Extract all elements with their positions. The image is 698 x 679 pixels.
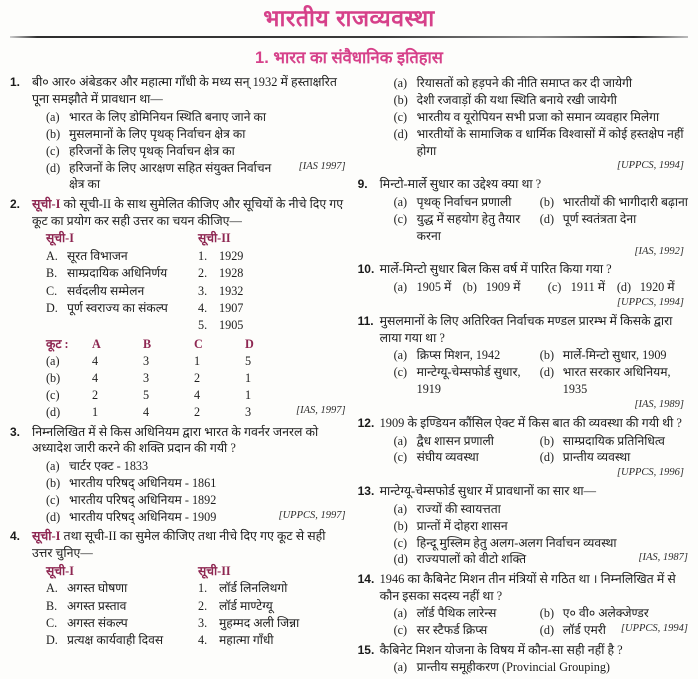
option-c[interactable] — [380, 364, 534, 398]
code-col-a: A — [92, 336, 101, 351]
left-column — [10, 74, 346, 678]
option-d[interactable] — [534, 622, 688, 639]
list2-item: मुहम्मद अली जिन्ना — [219, 616, 300, 630]
option-label: (c) — [393, 365, 408, 380]
option-c[interactable] — [380, 622, 534, 639]
question-number: 9. — [357, 177, 368, 192]
code-cell: 1 — [245, 387, 252, 402]
option-label: (d) — [539, 365, 555, 380]
code-row[interactable] — [46, 404, 346, 421]
option-label: (d) — [539, 211, 555, 226]
option-c[interactable] — [380, 109, 688, 126]
list1-item: प्रत्यक्ष कार्यवाही दिवस — [67, 633, 164, 648]
code-cell: 2 — [194, 370, 201, 385]
option-d[interactable] — [380, 126, 688, 160]
question-2 — [10, 196, 346, 421]
question-number: 14. — [357, 571, 375, 586]
option-label: (a) — [393, 76, 408, 91]
option-d[interactable] — [380, 551, 688, 568]
list2-key: 4. — [198, 633, 208, 648]
code-header-row — [46, 336, 346, 353]
option-label: (d) — [539, 450, 555, 465]
option-text: भारतीयों के सामाजिक व धार्मिक विश्वासों में कोई हस्तक्षेप नहीं होगा — [416, 126, 684, 158]
question-4 — [10, 528, 346, 650]
option-d[interactable] — [32, 160, 346, 194]
code-col-b: B — [143, 336, 152, 351]
option-label: (a) — [393, 195, 408, 210]
option-text: सर स्टैफर्ड क्रिप्स — [416, 623, 488, 638]
list1-key: D. — [46, 300, 58, 315]
code-cell: 1 — [245, 370, 252, 385]
option-label: (d) — [46, 160, 61, 175]
list1-key: A. — [46, 248, 58, 263]
option-text: पृथक् निर्वाचन प्रणाली — [416, 195, 512, 210]
question-text: मिन्टो-मार्ले सुधार का उद्देश्य क्या था ? — [379, 177, 542, 192]
option-a[interactable] — [380, 501, 688, 518]
exam-citation: [IAS, 1992] — [634, 245, 684, 257]
chapter-title: 1. भारत का संवैधानिक इतिहास — [255, 49, 443, 68]
code-row[interactable] — [46, 370, 346, 387]
list2-key: 1. — [198, 248, 208, 263]
question-9 — [358, 176, 688, 259]
option-a[interactable] — [32, 109, 346, 126]
option-d[interactable] — [534, 364, 688, 398]
code-row[interactable] — [46, 387, 346, 404]
list2-item: 1907 — [219, 300, 244, 315]
list2-key: 3. — [198, 283, 208, 298]
list1-item: अगस्त प्रस्ताव — [67, 598, 127, 613]
option-list — [380, 279, 688, 296]
option-text: प्रान्तों में दोहरा शासन — [416, 518, 508, 533]
option-label: (d) — [616, 280, 632, 295]
question-number: 15. — [357, 642, 375, 657]
match-row — [46, 615, 346, 632]
list1-key: D. — [46, 633, 58, 648]
exam-citation: [IAS, 1987] — [638, 552, 688, 564]
option-text: भारतीय परिषद् अधिनियम - 1861 — [69, 476, 217, 491]
question-12 — [358, 415, 688, 481]
match-row — [46, 317, 346, 334]
option-d[interactable] — [534, 449, 688, 466]
option-text: 1905 में — [416, 280, 452, 295]
question-text — [32, 196, 346, 230]
option-b[interactable] — [32, 475, 346, 492]
question-text — [32, 528, 346, 562]
code-col-d: D — [245, 336, 254, 351]
question-text-rest: को सूची-II के साथ सुमेलित कीजिए और सूचियों के नीचे दिए गए कूट का प्रयोग कर सही उत्तर का चयन कीजिए— — [32, 196, 344, 228]
option-text: प्रान्तीय व्यवस्था — [562, 450, 631, 465]
option-label: (d) — [393, 552, 408, 567]
code-cell: 1 — [194, 353, 201, 368]
option-text: भारतीयों की भागीदारी बढ़ाना — [562, 195, 688, 210]
option-label: (c) — [393, 535, 408, 550]
option-label: (c) — [393, 623, 408, 638]
option-label: (a) — [393, 280, 408, 295]
match-lists — [32, 563, 346, 650]
exam-citation: [UPPCS, 1994] — [620, 623, 688, 635]
list1-item: पूर्ण स्वराज्य का संकल्प — [67, 300, 168, 315]
question-14 — [358, 571, 688, 639]
option-a[interactable] — [380, 279, 457, 296]
list-headers — [46, 563, 346, 581]
question-number: 4. — [10, 529, 21, 544]
option-c[interactable] — [380, 449, 534, 466]
option-text: लॉर्ड पैथिक लारेन्स — [416, 606, 497, 621]
option-list — [380, 501, 688, 568]
question-number: 3. — [10, 424, 21, 439]
option-text: भारत के लिए डोमिनियन स्थिति बनाए जाने का — [69, 110, 267, 125]
list2-item: महात्मा गाँधी — [219, 633, 274, 648]
option-list — [32, 109, 346, 193]
option-text: 1909 में — [485, 280, 521, 295]
option-text: रियासतों को हड़पने की नीति समाप्त कर दी जायेगी — [416, 76, 633, 91]
option-text: भारतीय परिषद् अधिनियम - 1892 — [69, 492, 217, 507]
option-label: (c) — [393, 450, 408, 465]
option-a[interactable] — [380, 75, 688, 92]
code-cell: 3 — [143, 353, 150, 368]
question-text: मान्टेग्यू-चेम्सफोर्ड सुधार में प्रावधानों का सार था— — [379, 484, 597, 499]
code-table — [32, 336, 346, 421]
exam-citation: [UPPCS, 1997] — [278, 509, 346, 521]
question-text: 1946 का कैबिनेट मिशन तीन मंत्रियों से गठित था । निम्नलिखित में से कौन इसका सदस्य नहीं था ? — [379, 571, 676, 603]
list2-key: 3. — [198, 616, 208, 630]
exam-citation: [UPPCS, 1994] — [616, 160, 684, 172]
list1-item: सर्वदलीय सम्मेलन — [67, 283, 145, 298]
match-row — [46, 598, 346, 615]
list1-item: सूरत विभाजन — [67, 248, 128, 263]
book-title: भारतीय राजव्यवस्था — [263, 5, 435, 31]
exam-citation: [UPPCS, 1996] — [616, 467, 684, 479]
option-text: पूर्ण स्वतंत्रता देना — [562, 211, 637, 226]
option-text: लॉर्ड एमरी — [562, 623, 606, 638]
list1-inline-label: सूची-I — [32, 529, 61, 544]
option-text: राज्यों की स्वायत्तता — [416, 501, 501, 516]
option-d[interactable] — [534, 211, 688, 245]
question-1 — [10, 74, 346, 193]
option-text: भारत सरकार अधिनियम, 1935 — [562, 365, 671, 397]
code-row[interactable] — [46, 353, 346, 370]
option-text: हिन्दू मुस्लिम हेतु अलग-अलग निर्वाचन व्यवस्था — [416, 535, 617, 550]
question-text: 1909 के इण्डियन कौंसिल ऐक्ट में किस बात की व्यवस्था की गयी थी ? — [379, 415, 682, 430]
code-cell: 1 — [92, 404, 99, 419]
option-text: राज्यपालों को वीटो शक्ति — [416, 552, 527, 567]
list2-key: 2. — [198, 266, 208, 281]
option-text: युद्ध में सहयोग हेतु तैयार करना — [416, 211, 521, 243]
question-10 — [358, 261, 688, 310]
option-label: (d) — [539, 623, 555, 638]
option-b[interactable] — [534, 605, 688, 622]
question-number-placeholder — [358, 74, 380, 173]
option-c[interactable] — [380, 535, 688, 552]
question-3 — [10, 424, 346, 526]
list1-item: साम्प्रदायिक अधिनिर्णय — [67, 266, 168, 281]
list2-item: 1929 — [219, 248, 244, 263]
option-text: देशी रजवाड़ों की यथा स्थिति बनाये रखी जायेगी — [416, 93, 617, 108]
option-label: (b) — [539, 433, 555, 448]
option-label: (b) — [46, 476, 61, 491]
list2-key: 4. — [198, 300, 208, 315]
option-b[interactable] — [380, 518, 688, 535]
match-row — [46, 580, 346, 597]
question-number: 2. — [10, 196, 21, 211]
list1-inline-label: सूची-I — [32, 196, 61, 211]
option-text: 1911 में — [570, 280, 606, 295]
option-c[interactable] — [534, 279, 611, 296]
code-cell: 2 — [92, 387, 99, 402]
question-8-continued — [358, 74, 688, 173]
option-text: संघीय व्यवस्था — [416, 450, 479, 465]
option-list — [380, 75, 688, 159]
question-text: बी० आर० अंबेडकर और महात्मा गाँधी के मध्य सन् 1932 में हस्ताक्षरित पूना समझौते में प्रावधान था— — [32, 75, 337, 107]
match-row — [46, 632, 346, 649]
match-row — [46, 248, 346, 265]
code-row-label: (a) — [46, 353, 60, 368]
code-cell: 4 — [143, 404, 150, 419]
question-text-rest: तथा सूची-II का सुमेल कीजिए तथा नीचे दिए गए कूट से सही उत्तर चुनिए— — [32, 529, 326, 560]
code-cell: 5 — [143, 387, 150, 402]
match-row — [46, 283, 346, 300]
question-text: कैबिनेट मिशन योजना के विषय में कौन-सा सही नहीं है ? — [379, 642, 623, 657]
option-text: मुसलमानों के लिए पृथक् निर्वाचन क्षेत्र का — [69, 126, 246, 141]
option-text: भारतीय परिषद् अधिनियम - 1909 — [69, 509, 217, 524]
list1-key: C. — [46, 283, 58, 298]
code-row-label: (c) — [46, 387, 60, 402]
list1-key: B. — [46, 266, 58, 281]
list1-item: अगस्त घोषणा — [67, 581, 128, 596]
option-a[interactable] — [380, 194, 534, 211]
list2-item: 1932 — [219, 283, 244, 298]
exam-citation: [IAS 1997] — [298, 160, 346, 172]
option-text: चार्टर एक्ट - 1833 — [69, 459, 149, 474]
code-cell: 4 — [92, 370, 99, 385]
option-text: प्रान्तीय समूहीकरण (Provincial Grouping) — [416, 660, 610, 675]
match-row — [46, 265, 346, 282]
option-c[interactable] — [32, 492, 346, 509]
question-number: 1. — [10, 75, 21, 90]
match-row — [46, 300, 346, 317]
option-label: (c) — [46, 143, 60, 158]
option-label: (c) — [547, 280, 562, 295]
option-label: (a) — [393, 606, 408, 621]
exam-citation: [IAS, 1989] — [634, 398, 684, 410]
list1-key: A. — [46, 581, 58, 596]
option-a[interactable] — [380, 605, 534, 622]
option-b[interactable] — [457, 279, 534, 296]
list2-header: सूची-II — [198, 231, 231, 246]
code-cell: 5 — [245, 353, 252, 368]
list2-item: 1928 — [219, 266, 244, 281]
list2-header: सूची-II — [198, 563, 231, 578]
option-list — [32, 458, 346, 525]
option-text: द्वैध शासन प्रणाली — [416, 433, 494, 448]
option-label: (b) — [393, 518, 408, 533]
option-label: (b) — [539, 348, 555, 363]
list1-item: अगस्त संकल्प — [67, 616, 128, 630]
option-label: (b) — [46, 126, 61, 141]
option-a[interactable] — [32, 458, 346, 475]
code-cell: 4 — [92, 353, 99, 368]
option-c[interactable] — [32, 143, 346, 160]
option-label: (b) — [539, 195, 555, 210]
right-column — [358, 74, 688, 678]
option-label: (b) — [462, 280, 477, 295]
option-text: ए० वी० अलेक्जेण्डर — [562, 606, 649, 621]
code-row-label: (b) — [46, 370, 61, 385]
option-a[interactable] — [380, 347, 534, 364]
option-b[interactable] — [534, 433, 688, 450]
option-label: (a) — [46, 459, 60, 474]
option-label: (b) — [393, 93, 408, 108]
option-label: (c) — [393, 109, 408, 124]
option-text: 1920 में — [639, 280, 675, 295]
question-text: मुसलमानों के लिए अतिरिक्त निर्वाचक मण्डल प्रारम्भ में किसके द्वारा लाया गया था ? — [379, 313, 673, 345]
option-label: (a) — [393, 433, 408, 448]
option-b[interactable] — [32, 126, 346, 143]
option-label: (a) — [393, 660, 408, 675]
option-text: साम्प्रदायिक प्रतिनिधित्व — [562, 433, 665, 448]
option-a[interactable] — [380, 433, 534, 450]
option-text: हरिजनों के लिए पृथक् निर्वाचन क्षेत्र का — [69, 143, 235, 158]
option-list — [380, 347, 688, 397]
option-b[interactable] — [534, 194, 688, 211]
option-list — [380, 194, 688, 244]
code-cell: 3 — [245, 404, 252, 419]
question-number: 11. — [357, 313, 374, 328]
option-d[interactable] — [32, 509, 346, 526]
option-label: (a) — [393, 501, 408, 516]
list1-key: B. — [46, 598, 58, 613]
option-label: (c) — [46, 492, 60, 507]
question-number: 13. — [357, 484, 375, 499]
list1-header: सूची-I — [46, 563, 74, 578]
question-text: निम्नलिखित में से किस अधिनियम द्वारा भारत के गवर्नर जनरल को अध्यादेश जारी करने की शक्ति प्रदान की गयी ? — [32, 424, 319, 456]
option-text: भारतीय व यूरोपियन सभी प्रजा को समान व्यवहार मिलेगा — [416, 109, 660, 124]
list2-key: 5. — [198, 318, 208, 333]
two-column-body — [8, 72, 690, 678]
option-label: (a) — [46, 110, 60, 125]
option-c[interactable] — [380, 211, 534, 245]
list1-key: C. — [46, 616, 58, 630]
code-cell: 4 — [194, 387, 201, 402]
code-row-label: (d) — [46, 404, 61, 419]
question-11 — [358, 313, 688, 412]
option-label: (a) — [393, 348, 408, 363]
code-col-c: C — [194, 336, 203, 351]
list2-item: लॉर्ड लिनलिथगो — [219, 581, 288, 596]
exam-citation: [IAS, 1997] — [296, 404, 346, 416]
list-headers — [46, 230, 346, 248]
code-cell: 3 — [143, 370, 150, 385]
exam-citation: [UPPCS, 1994] — [616, 297, 684, 308]
question-15 — [358, 642, 688, 677]
option-label: (d) — [46, 509, 61, 524]
list1-header: सूची-I — [46, 231, 74, 246]
question-number: 10. — [357, 262, 375, 277]
option-list — [380, 659, 688, 676]
option-text: मार्ले-मिन्टो सुधार, 1909 — [562, 348, 667, 363]
option-label: (b) — [539, 606, 555, 621]
list2-key: 1. — [198, 581, 208, 596]
option-a[interactable] — [380, 659, 688, 676]
code-label: कूट : — [46, 336, 69, 351]
list2-item: 1905 — [219, 318, 244, 333]
option-text: हरिजनों के लिए आरक्षण सहित संयुक्त निर्वाचन क्षेत्र का — [69, 160, 272, 192]
option-d[interactable] — [611, 279, 688, 296]
option-label: (d) — [393, 126, 408, 141]
question-13 — [358, 483, 688, 568]
list2-item: लॉर्ड माण्टेग्यू — [219, 598, 273, 613]
question-number: 12. — [357, 415, 375, 430]
option-b[interactable] — [534, 347, 688, 364]
option-b[interactable] — [380, 92, 688, 109]
match-lists — [32, 230, 346, 334]
option-label: (c) — [393, 211, 408, 226]
list2-key: 2. — [198, 598, 208, 613]
option-list — [380, 433, 688, 467]
code-cell: 2 — [194, 404, 201, 419]
question-text: मार्ले-मिन्टो सुधार बिल किस वर्ष में पारित किया गया ? — [379, 262, 612, 277]
option-text: क्रिप्स मिशन, 1942 — [416, 348, 501, 363]
option-list — [380, 605, 688, 639]
option-text: मान्टेग्यू-चेम्सफोर्ड सुधार, 1919 — [416, 365, 521, 397]
